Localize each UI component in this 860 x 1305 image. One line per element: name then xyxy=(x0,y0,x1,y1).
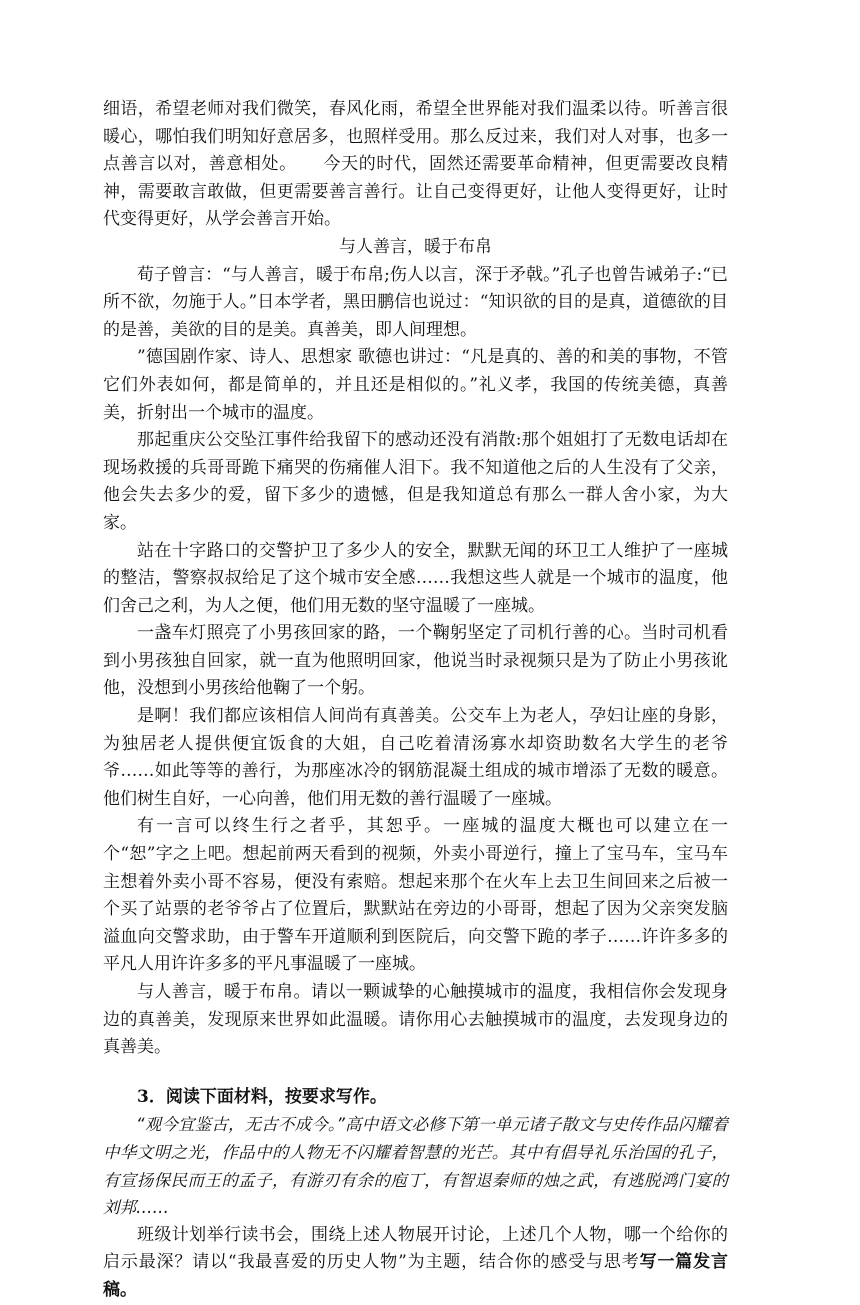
essay-paragraph: 是啊！我们都应该相信人间尚有真善美。公交车上为老人，孕妇让座的身影，为独居老人提供便宜饭食的大姐，自己吃着清汤寡水却资助数名大学生的老爷爷……如此等等的善行，为那座冰冷的钢筋混凝土组成的城市增添了无数的暖意。他们树生自好，一心向善，他们用无数的善行温暖了一座城。 xyxy=(103,706,728,809)
essay-paragraph: 与人善言，暖于布帛。请以一颗诚挚的心触摸城市的温度，我相信你会发现身边的真善美，发现原来世界如此温暖。请你用心去触摸城市的温度，去发现身边的真善美。 xyxy=(103,982,728,1058)
section-spacer xyxy=(103,1062,728,1084)
task-material: “观今宜鉴古，无古不成今。”高中语文必修下第一单元诸子散文与史传作品闪耀着中华文明之光，作品中的人物无不闪耀着智慧的光芒。其中有倡导礼乐治国的孔子，有宣扬保民而王的孟子，有游刃有余的庖丁，有智退秦师的烛之武，有逃脱鸿门宴的刘邦…… xyxy=(103,1115,728,1218)
essay-title: 与人善言，暖于布帛 xyxy=(339,236,492,257)
essay-paragraph: 一盏车灯照亮了小男孩回家的路，一个鞠躬坚定了司机行善的心。当时司机看到小男孩独自回家，就一直为他照明回家，他说当时录视频只是为了防止小男孩讹他，没想到小男孩给他鞠了一个躬。 xyxy=(103,623,728,699)
task-instruction: 阅读下面材料，按要求写作。 xyxy=(165,1086,387,1107)
task-prompt-text: 班级计划举行读书会，围绕上述人物展开讨论，上述几个人物，哪一个给你的启示最深？请以“我最喜爱的历史人物”为主题，结合你的感受与思考 xyxy=(103,1224,728,1273)
task-prompt xyxy=(103,1222,728,1305)
task-number: 3． xyxy=(137,1086,166,1107)
essay-paragraph: 站在十字路口的交警护卫了多少人的安全，默默无闻的环卫工人维护了一座城的整洁，警察叔叔给足了这个城市安全感……我想这些人就是一个城市的温度，他们舍己之利，为人之便，他们用无数的坚守温暖了一座城。 xyxy=(103,540,728,616)
essay-intro-paragraph: 细语，希望老师对我们微笑，春风化雨，希望全世界能对我们温柔以待。听善言很暖心，哪怕我们明知好意居多，也照样受用。那么反过来，我们对人对事，也多一点善言以对，善意相处。 今天的时代，固然还需要革命精神，但更需要改良精神，需要敢言敢做，但更需要善言善行。让自己变得更好，让他人变得更好，让时代变得更好，从学会善言开始。 xyxy=(103,99,728,230)
task-heading xyxy=(103,1084,728,1112)
essay-paragraph: 有一言可以终生行之者乎，其恕乎。一座城的温度大概也可以建立在一个“恕”字之上吧。想起前两天看到的视频，外卖小哥逆行，撞上了宝马车，宝马车主想着外卖小哥不容易，便没有索赔。想起来那个在火车上去卫生间回来之后被一个买了站票的老爷爷占了位置后，默默站在旁边的小哥哥，想起了因为父亲突发脑溢血向交警求助，由于警车开道顺利到医院后，向交警下跪的孝子……许许多多的平凡人用许许多多的平凡事温暖了一座城。 xyxy=(103,816,728,975)
essay-paragraph: ”德国剧作家、诗人、思想家 歌德也讲过：“凡是真的、善的和美的事物，不管它们外表如何，都是简单的，并且还是相似的。”礼义孝，我国的传统美德，真善美，折射出一个城市的温度。 xyxy=(103,347,728,423)
document-body xyxy=(103,96,728,1305)
essay-paragraph: 那起重庆公交坠江事件给我留下的感动还没有消散:那个姐姐打了无数电话却在现场救援的兵哥哥跪下痛哭的伤痛催人泪下。我不知道他之后的人生没有了父亲，他会失去多少的爱，留下多少的遗憾，但是我知道总有那么一群人舍小家，为大家。 xyxy=(103,430,728,533)
task-prompt-requirement: 写一篇发言稿。 xyxy=(103,1252,728,1300)
essay-paragraph: 荀子曾言：“与人善言，暖于布帛;伤人以言，深于矛戟。”孔子也曾告诫弟子:“已所不欲，勿施于人。”日本学者，黑田鹏信也说过：“知识欲的目的是真，道德欲的目的是善，美欲的目的是美。真善美，即人间理想。 xyxy=(103,264,728,340)
